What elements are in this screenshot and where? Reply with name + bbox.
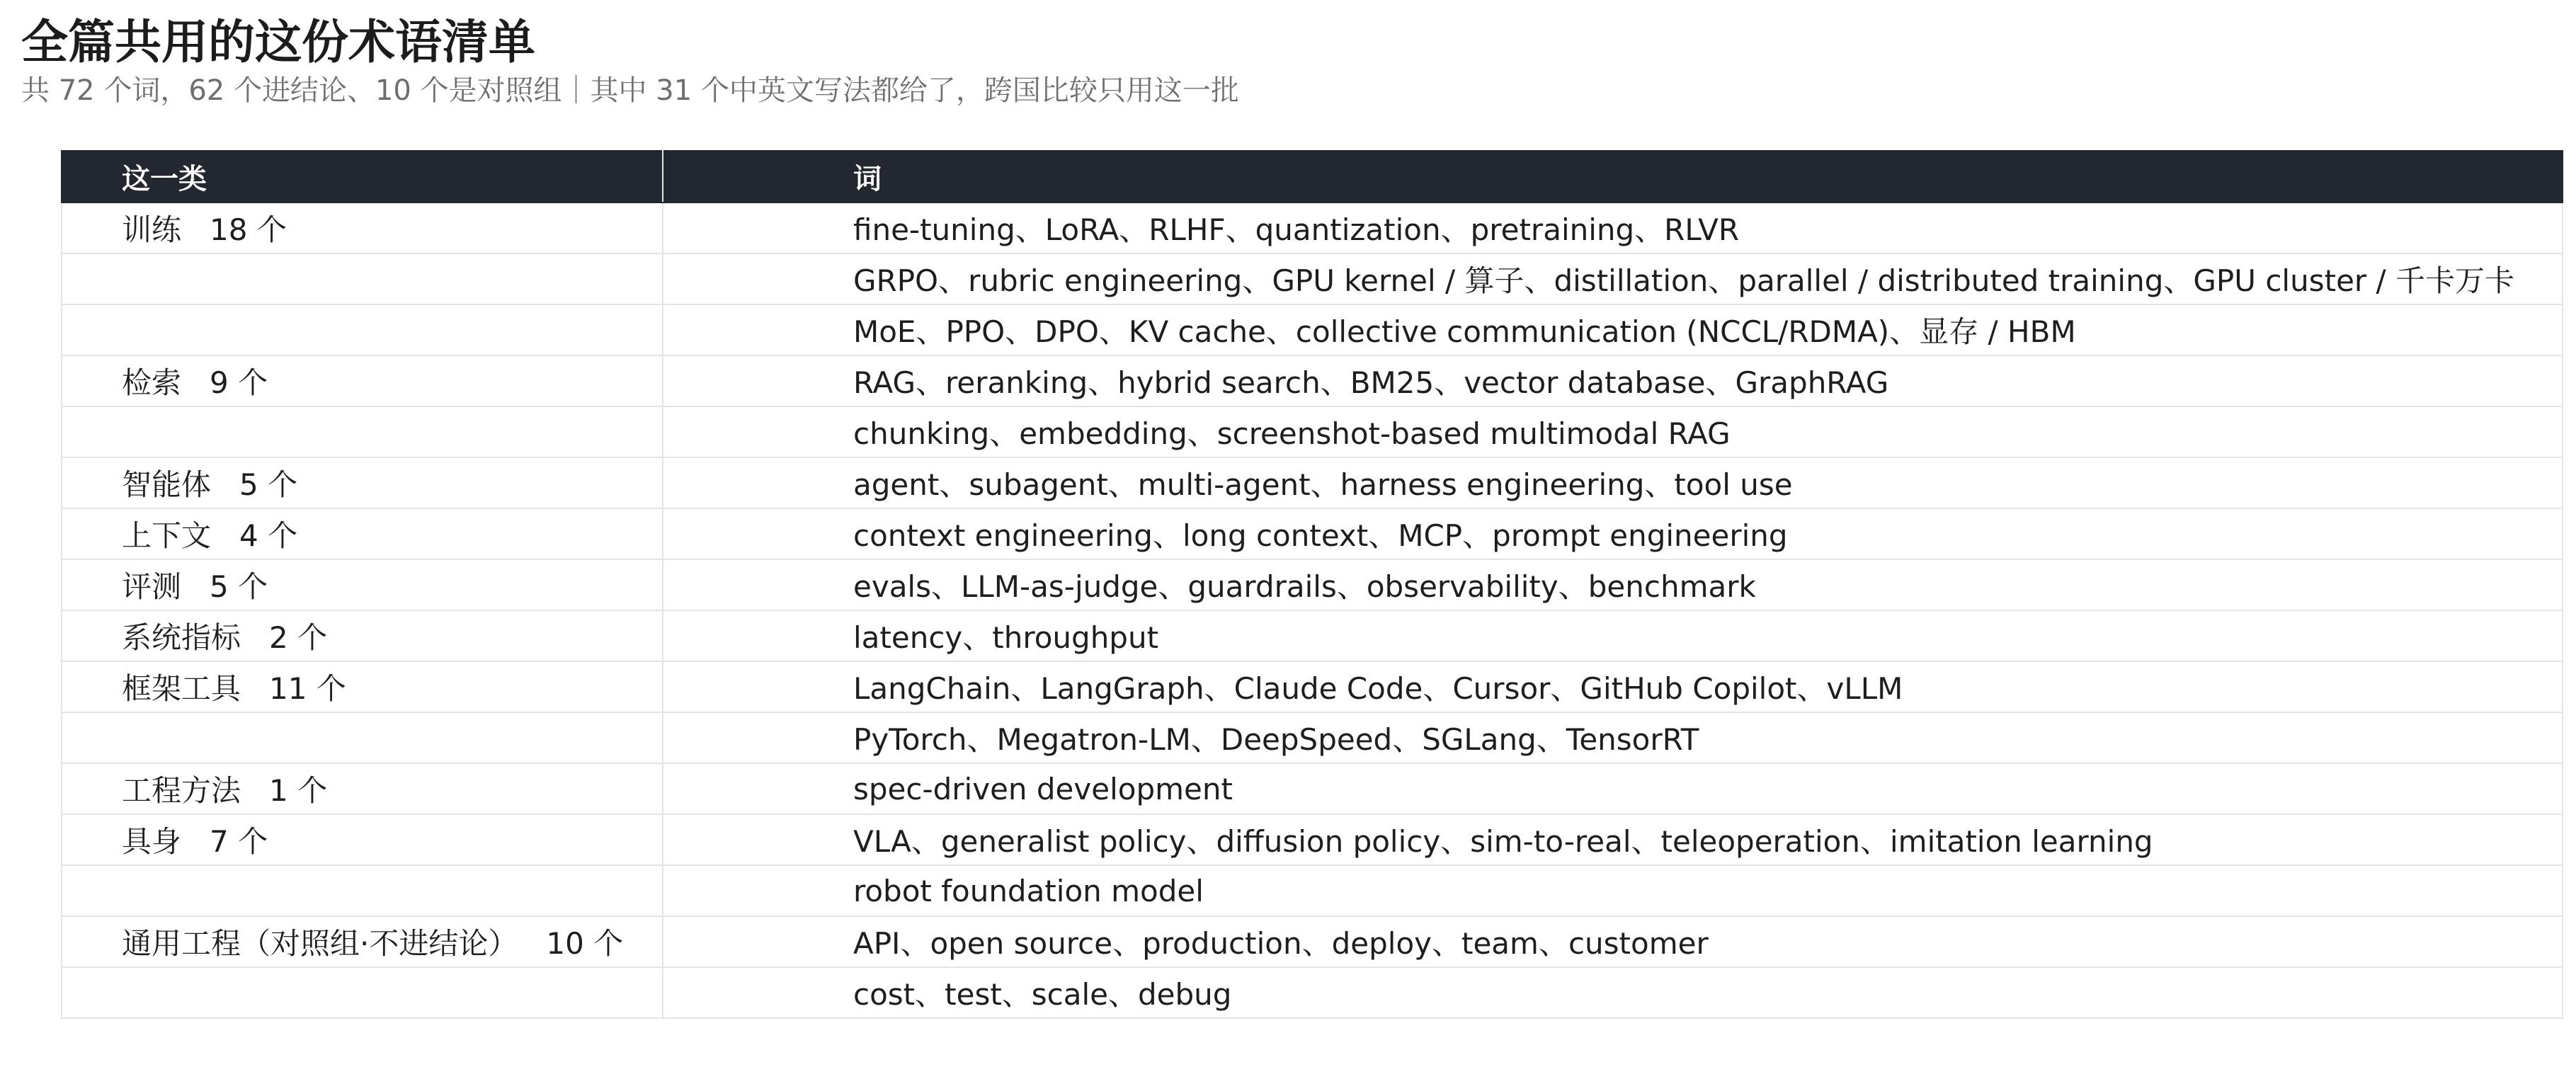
category-cell (62, 712, 663, 763)
table-row (62, 355, 2563, 406)
table-header (62, 151, 2563, 202)
category-cell (62, 355, 663, 406)
words-cell: MoE、PPO、DPO、KV cache、collective communication (NCCL/RDMA)、显存 / HBM (663, 304, 2563, 355)
table-row (62, 967, 2563, 1018)
words-cell: chunking、embedding、screenshot-based multimodal RAG (663, 406, 2563, 457)
words-cell: latency、throughput (663, 610, 2563, 661)
category-count: 2 个 (269, 620, 328, 655)
category-count: 7 个 (210, 824, 268, 859)
table-row (62, 202, 2563, 253)
header-category: 这一类 (62, 151, 663, 202)
category-cell (62, 508, 663, 559)
category-name: 训练 (122, 212, 182, 247)
category-count: 10 个 (546, 926, 624, 961)
table-row (62, 559, 2563, 610)
category-cell (62, 763, 663, 814)
category-count: 5 个 (210, 569, 268, 604)
category-count: 18 个 (210, 212, 287, 247)
category-name: 框架工具 (122, 671, 241, 706)
table-row (62, 814, 2563, 865)
table-row (62, 610, 2563, 661)
words-cell: RAG、reranking、hybrid search、BM25、vector database、GraphRAG (663, 355, 2563, 406)
words-cell: agent、subagent、multi-agent、harness engineering、tool use (663, 457, 2563, 508)
words-cell: VLA、generalist policy、diffusion policy、sim-to-real、teleoperation、imitation learning (663, 814, 2563, 865)
category-name: 通用工程（对照组·不进结论） (122, 926, 518, 961)
words-cell: PyTorch、Megatron-LM、DeepSpeed、SGLang、TensorRT (663, 712, 2563, 763)
table-row (62, 712, 2563, 763)
terms-table (61, 150, 2563, 1019)
category-cell (62, 304, 663, 355)
category-count: 1 个 (269, 773, 328, 808)
category-name: 具身 (122, 824, 182, 859)
words-cell: API、open source、production、deploy、team、customer (663, 916, 2563, 967)
category-name: 上下文 (122, 518, 212, 553)
header-words: 词 (663, 151, 2563, 202)
category-cell (62, 916, 663, 967)
category-name: 检索 (122, 365, 182, 400)
category-cell (62, 202, 663, 253)
category-cell (62, 661, 663, 712)
category-name: 智能体 (122, 467, 212, 502)
category-cell (62, 610, 663, 661)
page-title: 全篇共用的这份术语清单 (21, 15, 535, 69)
words-cell: cost、test、scale、debug (663, 967, 2563, 1018)
category-cell (62, 559, 663, 610)
words-cell: ﬁne-tuning、LoRA、RLHF、quantization、pretraining、RLVR (663, 202, 2563, 253)
table-row (62, 763, 2563, 814)
category-cell (62, 967, 663, 1018)
words-cell: LangChain、LangGraph、Claude Code、Cursor、GitHub Copilot、vLLM (663, 661, 2563, 712)
category-count: 5 个 (239, 467, 298, 502)
category-count: 4 个 (239, 518, 298, 553)
category-name: 系统指标 (122, 620, 241, 655)
words-cell: evals、LLM-as-judge、guardrails、observability、benchmark (663, 559, 2563, 610)
category-cell (62, 253, 663, 304)
category-cell (62, 865, 663, 916)
category-cell (62, 457, 663, 508)
category-count: 11 个 (269, 671, 346, 706)
table-row (62, 457, 2563, 508)
table-row (62, 253, 2563, 304)
table-row (62, 304, 2563, 355)
words-cell: context engineering、long context、MCP、prompt engineering (663, 508, 2563, 559)
category-name: 工程方法 (122, 773, 241, 808)
category-cell (62, 406, 663, 457)
table-row (62, 406, 2563, 457)
page-subtitle: 共 72 个词，62 个进结论、10 个是对照组｜其中 31 个中英文写法都给了，跨国比较只用这一批 (21, 74, 1239, 107)
table-row (62, 661, 2563, 712)
table-body (62, 202, 2563, 1018)
table-row (62, 865, 2563, 916)
words-cell: robot foundation model (663, 865, 2563, 916)
words-cell: GRPO、rubric engineering、GPU kernel / 算子、distillation、parallel / distributed training、GPU cluster / 千卡万卡 (663, 253, 2563, 304)
table-row (62, 916, 2563, 967)
words-cell: spec-driven development (663, 763, 2563, 814)
table-row (62, 508, 2563, 559)
category-name: 评测 (122, 569, 182, 604)
category-cell (62, 814, 663, 865)
category-count: 9 个 (210, 365, 268, 400)
header-row (62, 151, 2563, 202)
